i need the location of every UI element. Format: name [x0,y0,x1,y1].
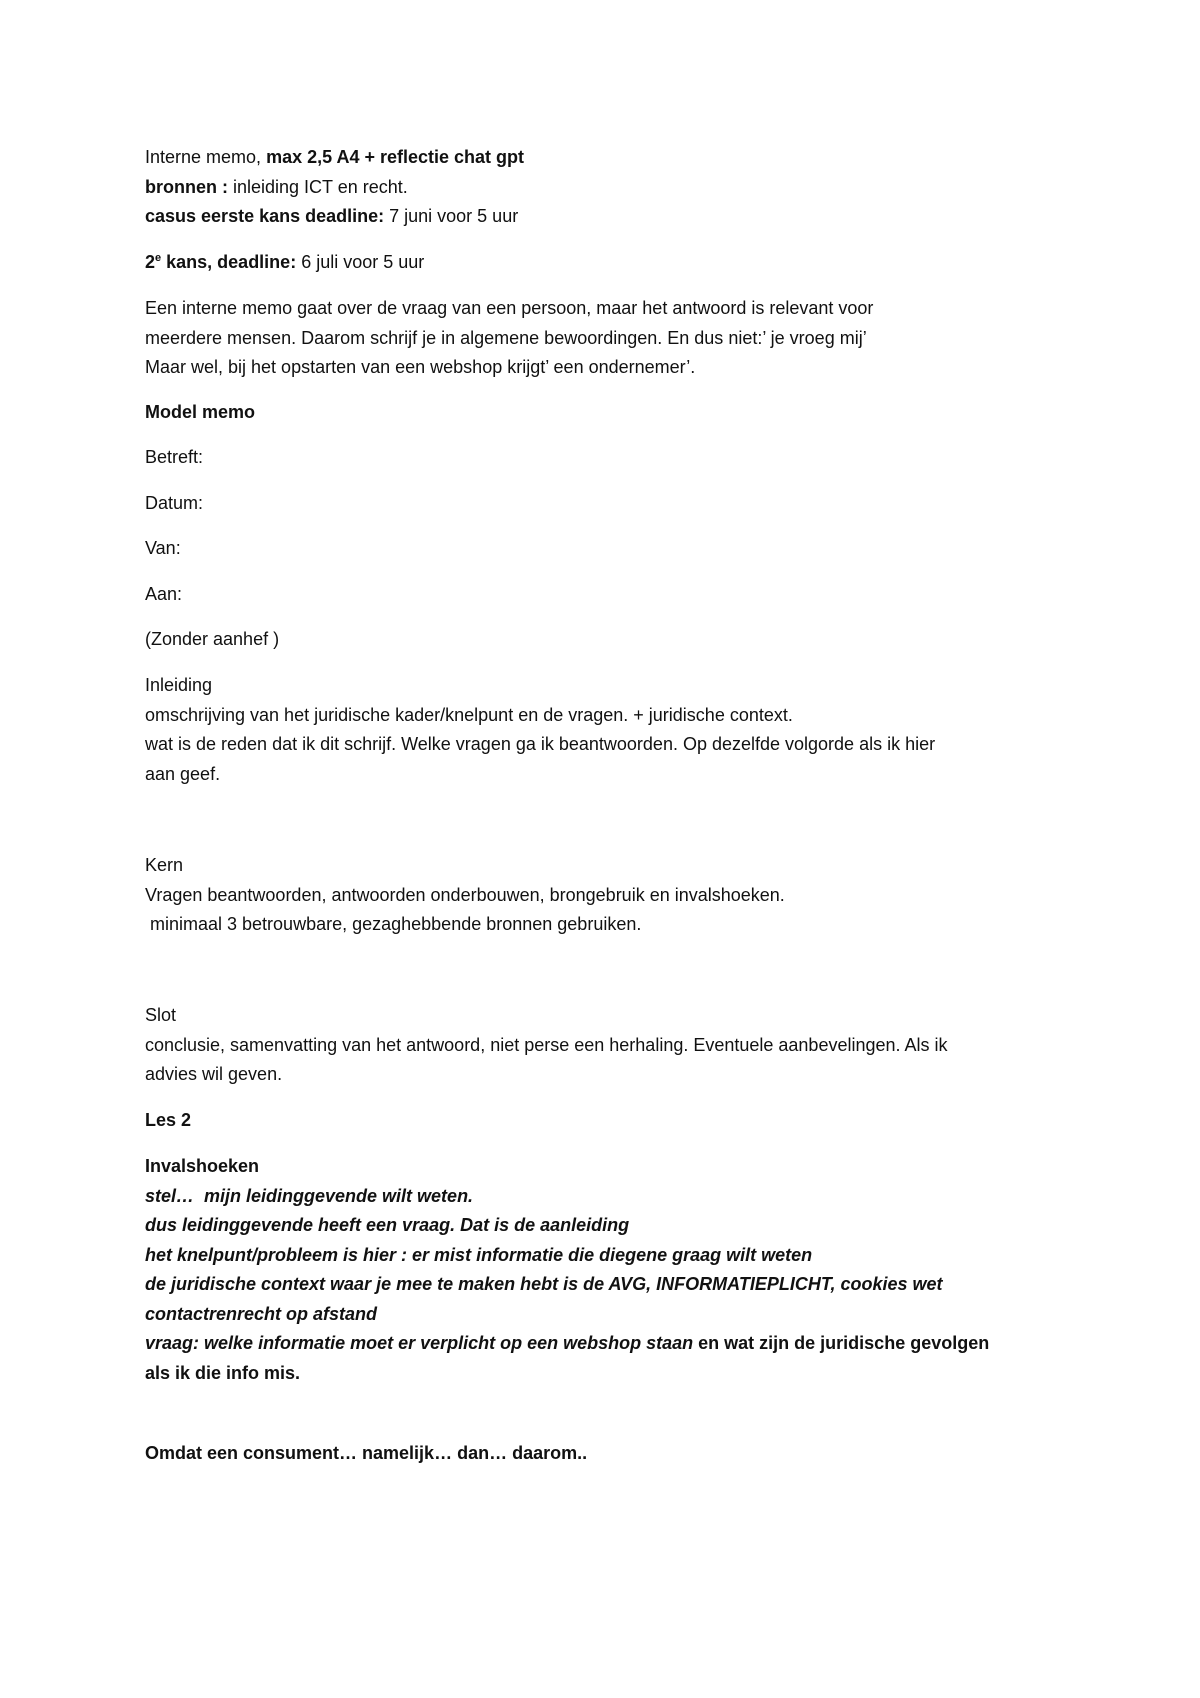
second-chance-number: 2 [145,252,156,272]
memo-header [145,143,1065,232]
memo-field-datum: Datum: [145,493,204,513]
question-italic: vraag: welke informatie moet er verplicht op een webshop staan [145,1333,694,1353]
section-title-inleiding: Inleiding [145,675,213,695]
inleiding-line: aan geef. [145,763,221,784]
section-slot [145,1001,1065,1090]
inleiding-line: wat is de reden dat ik dit schrijf. Welke vragen ga ik beantwoorden. Op dezelfde volgorde als ik hier [145,734,936,754]
model-memo-heading: Model memo [145,402,256,422]
slot-line: advies wil geven. [145,1064,283,1084]
question-bold: en wat zijn de juridische gevolgen [693,1333,990,1353]
inleiding-line: omschrijving van het juridische kader/knelpunt en de vragen. + juridische context. [145,704,793,725]
sources-value: inleiding ICT en recht. [228,176,408,197]
second-chance-sup: e [155,252,162,264]
section-inleiding [145,671,1065,789]
memo-note-aanhef: (Zonder aanhef ) [145,629,280,649]
deadline-1-label: casus eerste kans deadline: [145,206,385,226]
deadline-2-value: 6 juli voor 5 uur [296,252,425,272]
header-line-2 [145,173,1065,203]
deadline-2-label: kans, deadline: [161,252,297,272]
second-chance-line [145,248,1065,278]
section-invalshoeken [145,1152,1065,1388]
intro-line: meerdere mensen. Daarom schrijf je in algemene bewoordingen. En dus niet:’ je vroeg mij’ [145,327,867,348]
header-length: max 2,5 A4 + reflectie chat gpt [266,147,525,167]
section-title-kern: Kern [145,855,184,875]
section-title-invalshoeken: Invalshoeken [145,1156,260,1176]
memo-field-aan: Aan: [145,584,183,604]
intro-line: Een interne memo gaat over de vraag van een persoon, maar het antwoord is relevant voor [145,298,874,318]
header-line-3 [145,202,1065,232]
sources-label: bronnen : [145,176,228,197]
memo-field-van: Van: [145,538,181,558]
deadline-1-value: 7 juni voor 5 uur [384,206,519,226]
header-line-1 [145,143,1065,173]
closing-sentence: Omdat een consument… namelijk… dan… daarom.. [145,1443,588,1463]
section-title-slot: Slot [145,1005,177,1025]
kern-line: Vragen beantwoorden, antwoorden onderbouwen, brongebruik en invalshoeken. [145,884,785,905]
intro-line: Maar wel, bij het opstarten van een webshop krijgt’ een ondernemer’. [145,357,696,377]
invalshoeken-question-cont: als ik die info mis. [145,1362,301,1383]
header-title: Interne memo, [145,147,267,167]
invalshoeken-line: contactrenrecht op afstand [145,1303,378,1324]
invalshoeken-line: het knelpunt/probleem is hier : er mist informatie die diegene graag wilt weten [145,1244,813,1265]
slot-line: conclusie, samenvatting van het antwoord, niet perse een herhaling. Eventuele aanbevelingen. Als ik [145,1034,948,1055]
intro-paragraph [145,294,1065,383]
section-kern [145,851,1065,940]
invalshoeken-line: dus leidinggevende heeft een vraag. Dat is de aanleiding [145,1215,630,1235]
memo-field-betreft: Betreft: [145,447,204,467]
invalshoeken-question-line [145,1329,1065,1359]
invalshoeken-line: stel… mijn leidinggevende wilt weten. [145,1185,474,1206]
les-2-heading: Les 2 [145,1110,192,1130]
kern-line: minimaal 3 betrouwbare, gezaghebbende bronnen gebruiken. [145,914,642,934]
invalshoeken-line: de juridische context waar je mee te maken hebt is de AVG, INFORMATIEPLICHT, cookies wet [145,1274,943,1294]
